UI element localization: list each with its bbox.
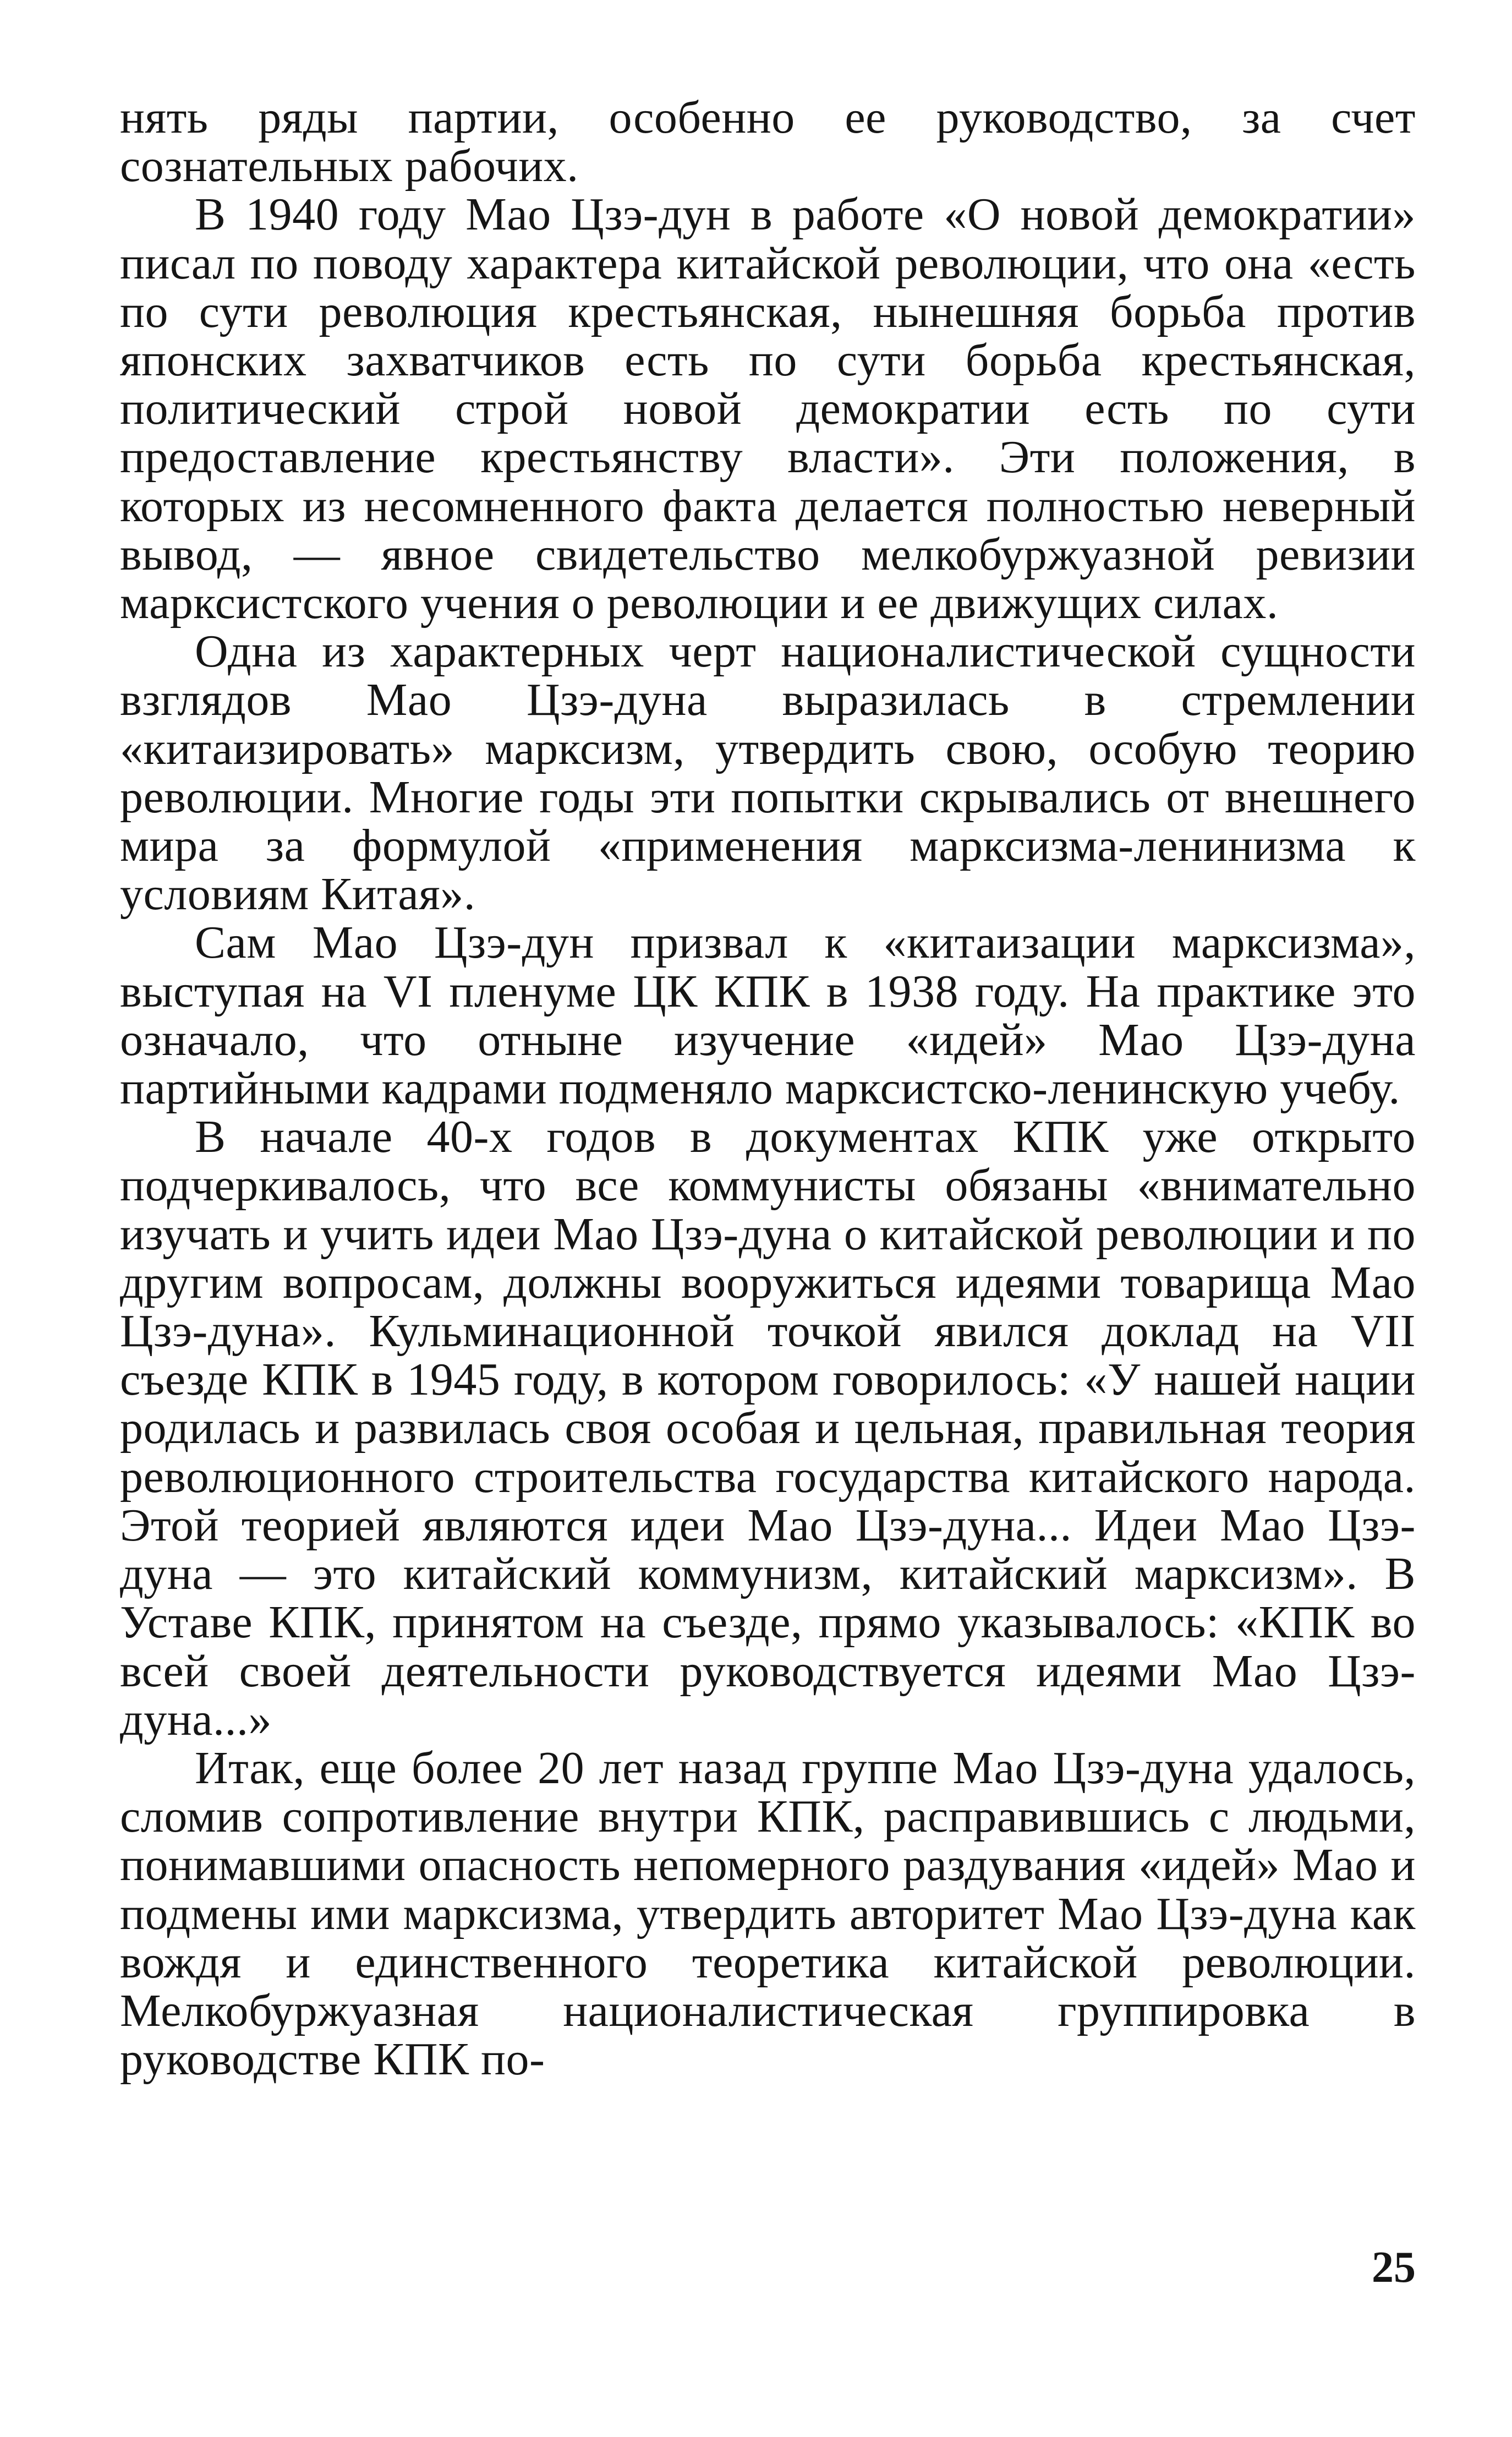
body-text — [120, 94, 1416, 2084]
paragraph-sixth-plenum: Сам Мао Цзэ-дун призвал к «китаизации марксизма», выступая на VI пленуме ЦК КПК в 1938 году. На практике это означало, что отныне изучение «идей» Мао Цзэ-дуна партийными кадрами подменяло марксистско-ленинскую учебу. — [120, 917, 1416, 1114]
page-number: 25 — [1372, 2243, 1416, 2292]
paragraph-continuation: нять ряды партии, особенно ее руководство, за счет сознательных рабочих. — [120, 92, 1416, 192]
paragraph-seventh-congress: В начале 40-х годов в документах КПК уже открыто подчеркивалось, что все коммунисты обязаны «внимательно изучать и учить идеи Мао Цзэ-дуна о китайской революции и по другим вопросам, должны вооружиться идеями товарища Мао Цзэ-дуна». Кульминационной точкой явился доклад на VII съезде КПК в 1945 году, в котором говорилось: «У нашей нации родилась и развилась своя особая и цельная, правильная теория революционного строительства государства китайского народа. Этой теорией являются идеи Мао Цзэ-дуна... Идеи Мао Цзэ-дуна — это китайский коммунизм, китайский марксизм». В Уставе КПК, принятом на съезде, прямо указывалось: «КПК во всей своей деятельности руководствуется идеями Мао Цзэ-дуна...» — [120, 1111, 1416, 1745]
paragraph-twenty-years-ago: Итак, еще более 20 лет назад группе Мао Цзэ-дуна удалось, сломив сопротивление внутри КПК, расправившись с людьми, понимавшими опасность непомерного раздувания «идей» Мао и подмены ими марксизма, утвердить авторитет Мао Цзэ-дуна как вождя и единственного теоретика китайской революции. Мелкобуржуазная националистическая группировка в руководстве КПК по- — [120, 1742, 1416, 2085]
paragraph-sinicize-marxism: Одна из характерных черт националистической сущности взглядов Мао Цзэ-дуна выразилась в стремлении «китаизировать» марксизм, утвердить свою, особую теорию революции. Многие годы эти попытки скрывались от внешнего мира за формулой «применения марксизма-ленинизма к условиям Китая». — [120, 626, 1416, 920]
paragraph-new-democracy: В 1940 году Мао Цзэ-дун в работе «О новой демократии» писал по поводу характера китайской революции, что она «есть по сути революция крестьянская, нынешняя борьба против японских захватчиков есть по сути борьба крестьянская, политический строй новой демократии есть по сути предоставление крестьянству власти». Эти положения, в которых из несомненного факта делается полностью неверный вывод, — явное свидетельство мелкобуржуазной ревизии марксистского учения о революции и ее движущих силах. — [120, 189, 1416, 629]
